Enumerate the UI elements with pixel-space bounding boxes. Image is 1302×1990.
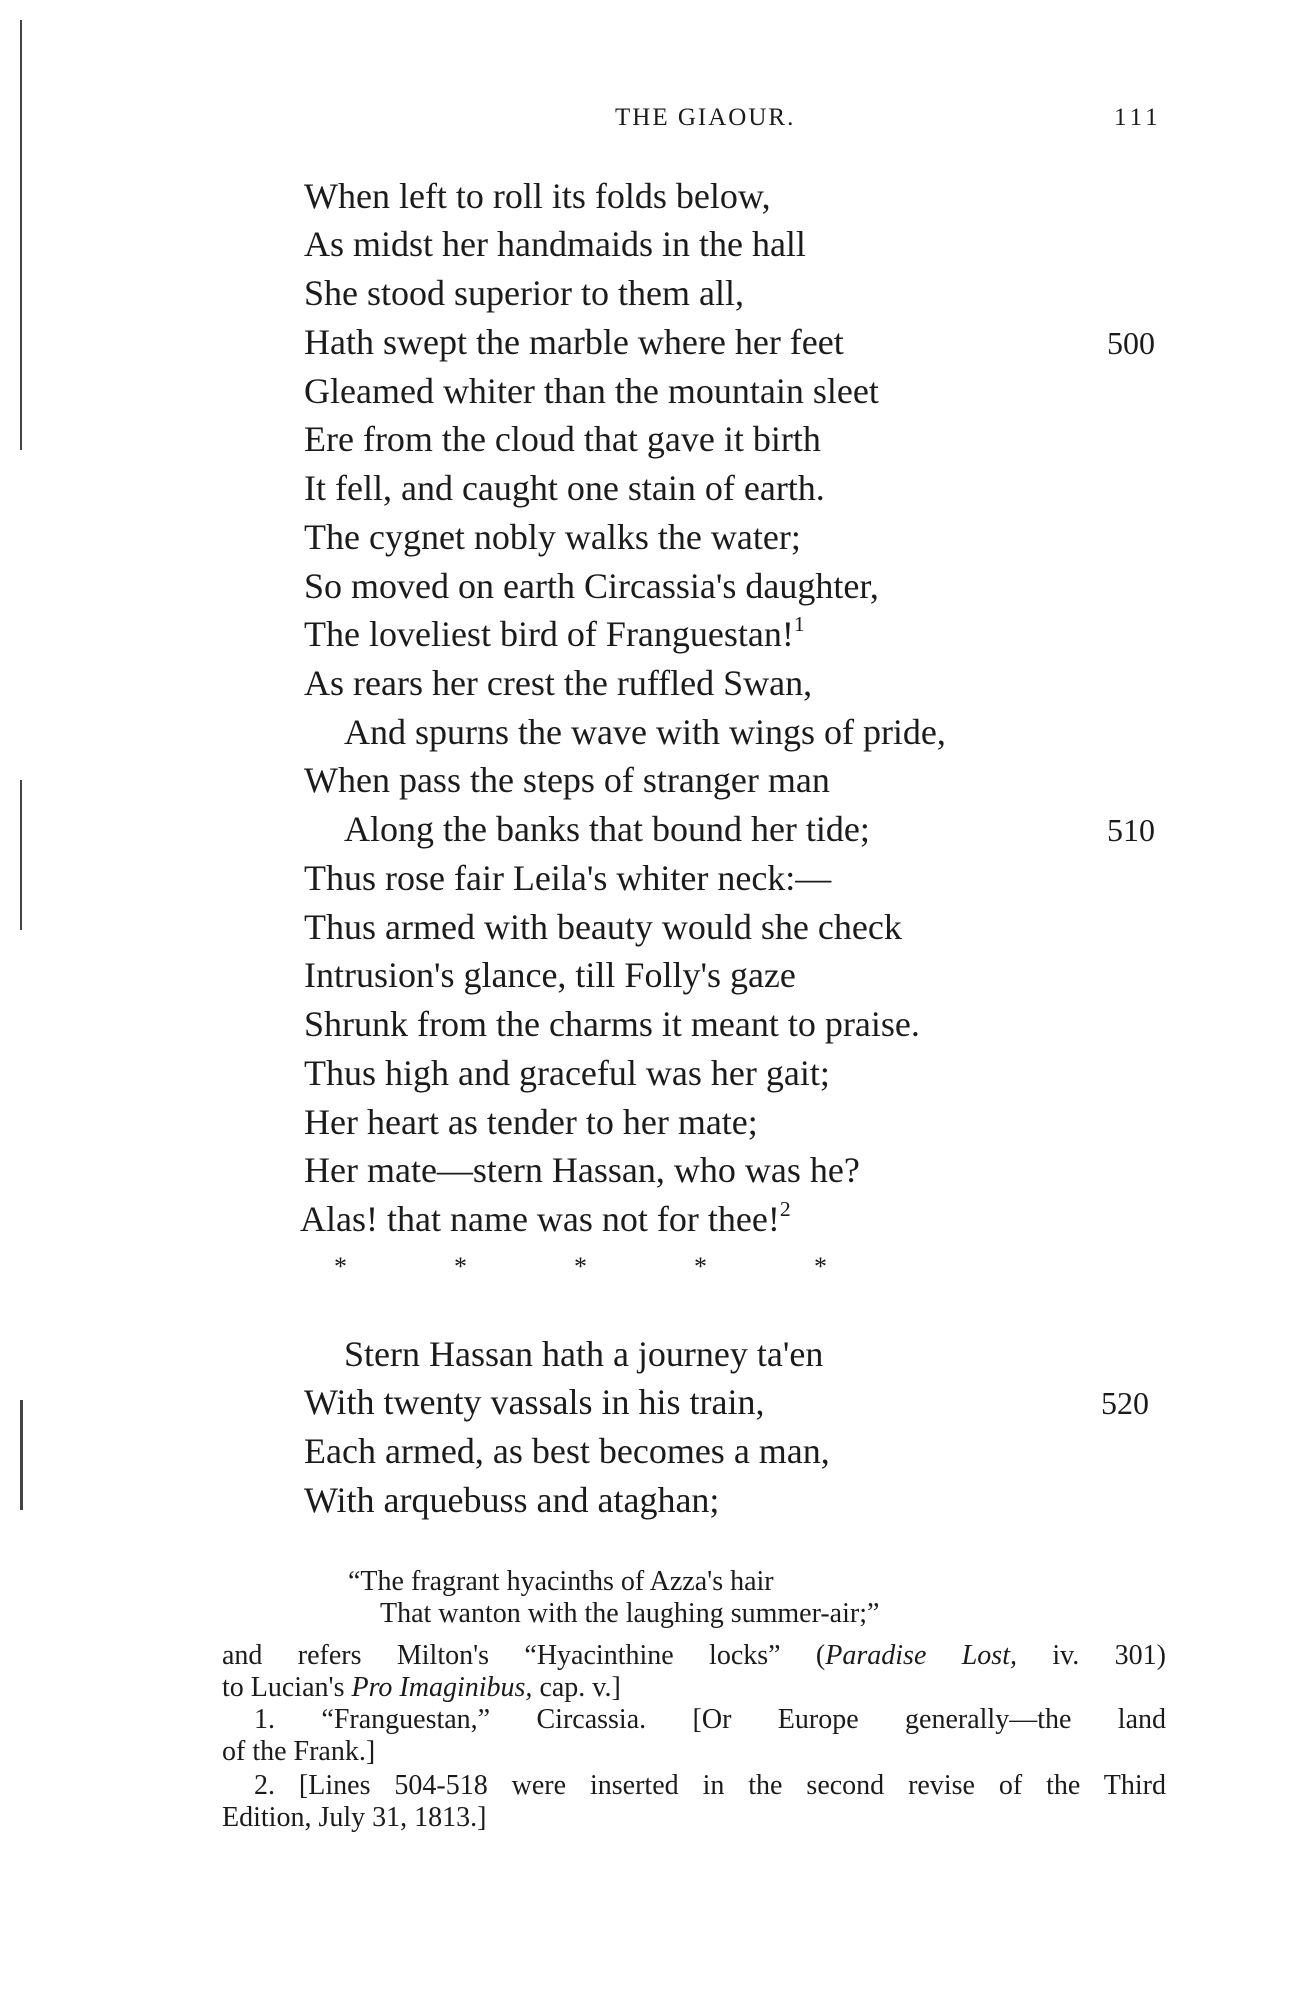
poem-line: As midst her handmaids in the hall <box>304 224 806 264</box>
separator-asterisk: * <box>334 1252 347 1281</box>
footnote-italic-title: Pro Imaginibus, <box>351 1672 533 1703</box>
footnote-text: cap. v.] <box>532 1672 621 1703</box>
poem-line: Hath swept the marble where her feet <box>304 322 844 362</box>
poem-line-text: The loveliest bird of Franguestan! <box>304 614 794 654</box>
footnote-1: 1. “Franguestan,” Circassia. [Or Europe generally—the land <box>254 1704 1166 1735</box>
poem-line: With arquebuss and ataghan; <box>304 1480 720 1520</box>
footnote-text: iv. 301) <box>1016 1640 1166 1671</box>
scan-edge-mark <box>20 780 22 930</box>
poem-line: When left to roll its folds below, <box>304 176 771 216</box>
poem-line <box>300 1198 791 1240</box>
footnote-line <box>222 1640 1166 1672</box>
poem-line: As rears her crest the ruffled Swan, <box>304 663 813 703</box>
footnote-mark: 1 <box>793 611 805 636</box>
poem-line: Thus armed with beauty would she check <box>304 907 902 947</box>
separator-asterisk: * <box>814 1252 827 1281</box>
separator-asterisk: * <box>454 1252 467 1281</box>
poem-line: Stern Hassan hath a journey ta'en <box>344 1334 824 1374</box>
poem-line: Intrusion's glance, till Folly's gaze <box>304 955 796 995</box>
poem-line: Each armed, as best becomes a man, <box>304 1431 830 1471</box>
poem-line: Her mate—stern Hassan, who was he? <box>304 1150 860 1190</box>
page-number: 111 <box>1114 104 1162 131</box>
line-number: 520 <box>1101 1385 1149 1421</box>
poem-line: The cygnet nobly walks the water; <box>304 517 801 557</box>
poem-line: And spurns the wave with wings of pride, <box>344 712 946 752</box>
poem-line: Shrunk from the charms it meant to praise. <box>304 1004 920 1044</box>
poem-line: So moved on earth Circassia's daughter, <box>304 566 879 606</box>
footnote-1-continued: of the Frank.] <box>222 1736 376 1767</box>
poem-line <box>304 613 805 655</box>
line-number: 500 <box>1107 325 1155 361</box>
footnote-2-continued: Edition, July 31, 1813.] <box>222 1802 487 1833</box>
scan-edge-mark <box>20 1400 23 1510</box>
poem-line: Her heart as tender to her mate; <box>304 1102 758 1142</box>
poem-line: Gleamed whiter than the mountain sleet <box>304 371 879 411</box>
footnote-mark: 2 <box>779 1196 791 1221</box>
poem-line: Thus high and graceful was her gait; <box>304 1053 830 1093</box>
footnote-text: to Lucian's <box>222 1672 352 1703</box>
footnote-line <box>222 1672 621 1704</box>
running-header-title: THE GIAOUR. <box>615 104 796 131</box>
poem-line: Along the banks that bound her tide; <box>344 809 870 849</box>
line-number: 510 <box>1107 812 1155 848</box>
poem-line: When pass the steps of stranger man <box>304 760 830 800</box>
poem-line: With twenty vassals in his train, <box>304 1382 765 1422</box>
separator-asterisk: * <box>694 1252 707 1281</box>
separator-asterisk: * <box>574 1252 587 1281</box>
footnote-quote-line: That wanton with the laughing summer-air;” <box>380 1598 880 1629</box>
poem-line: Thus rose fair Leila's whiter neck:— <box>304 858 832 898</box>
footnote-2: 2. [Lines 504-518 were inserted in the second revise of the Third <box>254 1770 1166 1801</box>
footnote-italic-title: Paradise Lost, <box>825 1640 1017 1671</box>
scan-edge-mark <box>20 20 22 450</box>
footnote-text: and refers Milton's “Hyacinthine locks” ( <box>222 1640 826 1671</box>
poem-line-text: Alas! that name was not for thee! <box>300 1199 780 1239</box>
footnote-quote-line: “The fragrant hyacinths of Azza's hair <box>348 1566 774 1597</box>
poem-line: It fell, and caught one stain of earth. <box>304 468 825 508</box>
poem-line: She stood superior to them all, <box>304 273 744 313</box>
poem-line: Ere from the cloud that gave it birth <box>304 419 821 459</box>
